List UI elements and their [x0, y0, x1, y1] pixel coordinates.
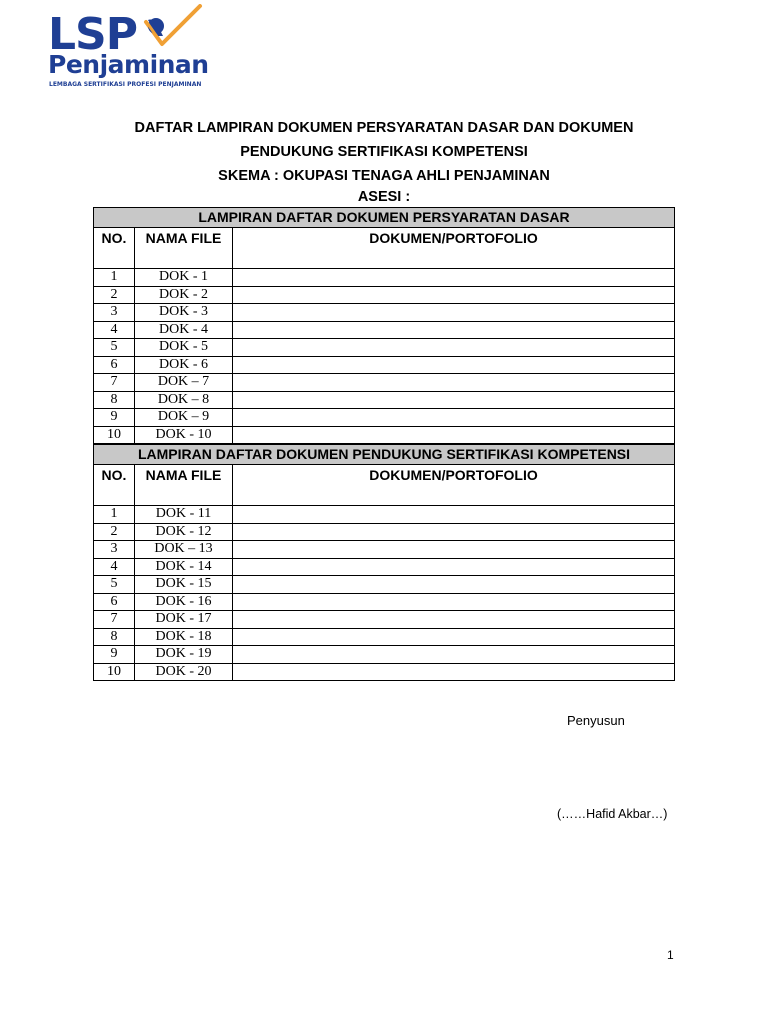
row-number: 7 — [94, 374, 135, 392]
table-row — [94, 541, 675, 559]
file-name: DOK - 20 — [135, 663, 233, 681]
portfolio-cell[interactable] — [233, 321, 675, 339]
table-row — [94, 646, 675, 664]
table-row — [94, 523, 675, 541]
file-name: DOK - 1 — [135, 269, 233, 287]
file-name: DOK - 14 — [135, 558, 233, 576]
portfolio-cell[interactable] — [233, 426, 675, 444]
compiler-label: Penyusun — [567, 713, 625, 728]
row-number: 10 — [94, 426, 135, 444]
row-number: 6 — [94, 593, 135, 611]
portfolio-cell[interactable] — [233, 409, 675, 427]
scheme-line: SKEMA : OKUPASI TENAGA AHLI PENJAMINAN — [218, 168, 550, 184]
portfolio-cell[interactable] — [233, 541, 675, 559]
file-name: DOK - 11 — [135, 506, 233, 524]
file-name: DOK – 9 — [135, 409, 233, 427]
row-number: 2 — [94, 286, 135, 304]
portfolio-cell[interactable] — [233, 646, 675, 664]
column-header-no: NO. — [94, 465, 135, 506]
file-name: DOK - 12 — [135, 523, 233, 541]
file-name: DOK - 17 — [135, 611, 233, 629]
table-row — [94, 374, 675, 392]
portfolio-cell[interactable] — [233, 506, 675, 524]
lsp-penjaminan-logo — [48, 4, 218, 94]
column-header-name: NAMA FILE — [135, 465, 233, 506]
portfolio-cell[interactable] — [233, 304, 675, 322]
portfolio-cell[interactable] — [233, 523, 675, 541]
table-row — [94, 628, 675, 646]
file-name: DOK - 18 — [135, 628, 233, 646]
basic-requirements-table — [93, 207, 675, 444]
row-number: 9 — [94, 646, 135, 664]
document-title-line-1: DAFTAR LAMPIRAN DOKUMEN PERSYARATAN DASAR DAN DOKUMEN — [134, 120, 634, 136]
row-number: 1 — [94, 269, 135, 287]
table-row — [94, 409, 675, 427]
file-name: DOK - 3 — [135, 304, 233, 322]
table-row — [94, 558, 675, 576]
row-number: 4 — [94, 321, 135, 339]
table-row — [94, 663, 675, 681]
portfolio-cell[interactable] — [233, 558, 675, 576]
portfolio-cell[interactable] — [233, 593, 675, 611]
logo-name-text: Penjaminan — [48, 50, 209, 79]
supporting-documents-table — [93, 444, 675, 681]
file-name: DOK - 4 — [135, 321, 233, 339]
table-row — [94, 356, 675, 374]
file-name: DOK – 13 — [135, 541, 233, 559]
table-row — [94, 593, 675, 611]
table-row — [94, 286, 675, 304]
row-number: 5 — [94, 339, 135, 357]
checkmark-icon — [142, 4, 204, 50]
portfolio-cell[interactable] — [233, 576, 675, 594]
table-row — [94, 269, 675, 287]
portfolio-cell[interactable] — [233, 356, 675, 374]
row-number: 3 — [94, 541, 135, 559]
file-name: DOK - 5 — [135, 339, 233, 357]
file-name: DOK – 8 — [135, 391, 233, 409]
logo-tagline: LEMBAGA SERTIFIKASI PROFESI PENJAMINAN — [49, 81, 202, 88]
table-row — [94, 391, 675, 409]
portfolio-cell[interactable] — [233, 374, 675, 392]
table-row — [94, 506, 675, 524]
table-row — [94, 304, 675, 322]
table-row — [94, 426, 675, 444]
column-header-portfolio: DOKUMEN/PORTOFOLIO — [233, 228, 675, 269]
portfolio-cell[interactable] — [233, 391, 675, 409]
row-number: 10 — [94, 663, 135, 681]
row-number: 8 — [94, 628, 135, 646]
portfolio-cell[interactable] — [233, 663, 675, 681]
row-number: 2 — [94, 523, 135, 541]
row-number: 7 — [94, 611, 135, 629]
table-row — [94, 339, 675, 357]
assessee-line: ASESI : — [357, 189, 411, 205]
column-header-no: NO. — [94, 228, 135, 269]
row-number: 8 — [94, 391, 135, 409]
file-name: DOK - 6 — [135, 356, 233, 374]
row-number: 1 — [94, 506, 135, 524]
document-title-line-2: PENDUKUNG SERTIFIKASI KOMPETENSI — [240, 144, 528, 160]
row-number: 5 — [94, 576, 135, 594]
file-name: DOK - 2 — [135, 286, 233, 304]
table-row — [94, 576, 675, 594]
table-row — [94, 321, 675, 339]
portfolio-cell[interactable] — [233, 628, 675, 646]
row-number: 3 — [94, 304, 135, 322]
portfolio-cell[interactable] — [233, 611, 675, 629]
portfolio-cell[interactable] — [233, 339, 675, 357]
table-row — [94, 611, 675, 629]
section-heading: LAMPIRAN DAFTAR DOKUMEN PENDUKUNG SERTIFIKASI KOMPETENSI — [94, 445, 675, 465]
column-header-portfolio: DOKUMEN/PORTOFOLIO — [233, 465, 675, 506]
signer-name: (……Hafid Akbar…) — [557, 807, 668, 821]
file-name: DOK - 15 — [135, 576, 233, 594]
row-number: 4 — [94, 558, 135, 576]
section-heading: LAMPIRAN DAFTAR DOKUMEN PERSYARATAN DASAR — [94, 208, 675, 228]
page-number: 1 — [667, 948, 674, 962]
portfolio-cell[interactable] — [233, 269, 675, 287]
portfolio-cell[interactable] — [233, 286, 675, 304]
column-header-name: NAMA FILE — [135, 228, 233, 269]
row-number: 6 — [94, 356, 135, 374]
file-name: DOK - 10 — [135, 426, 233, 444]
row-number: 9 — [94, 409, 135, 427]
file-name: DOK - 16 — [135, 593, 233, 611]
file-name: DOK – 7 — [135, 374, 233, 392]
logo-lsp-text: LSP — [48, 9, 137, 60]
file-name: DOK - 19 — [135, 646, 233, 664]
